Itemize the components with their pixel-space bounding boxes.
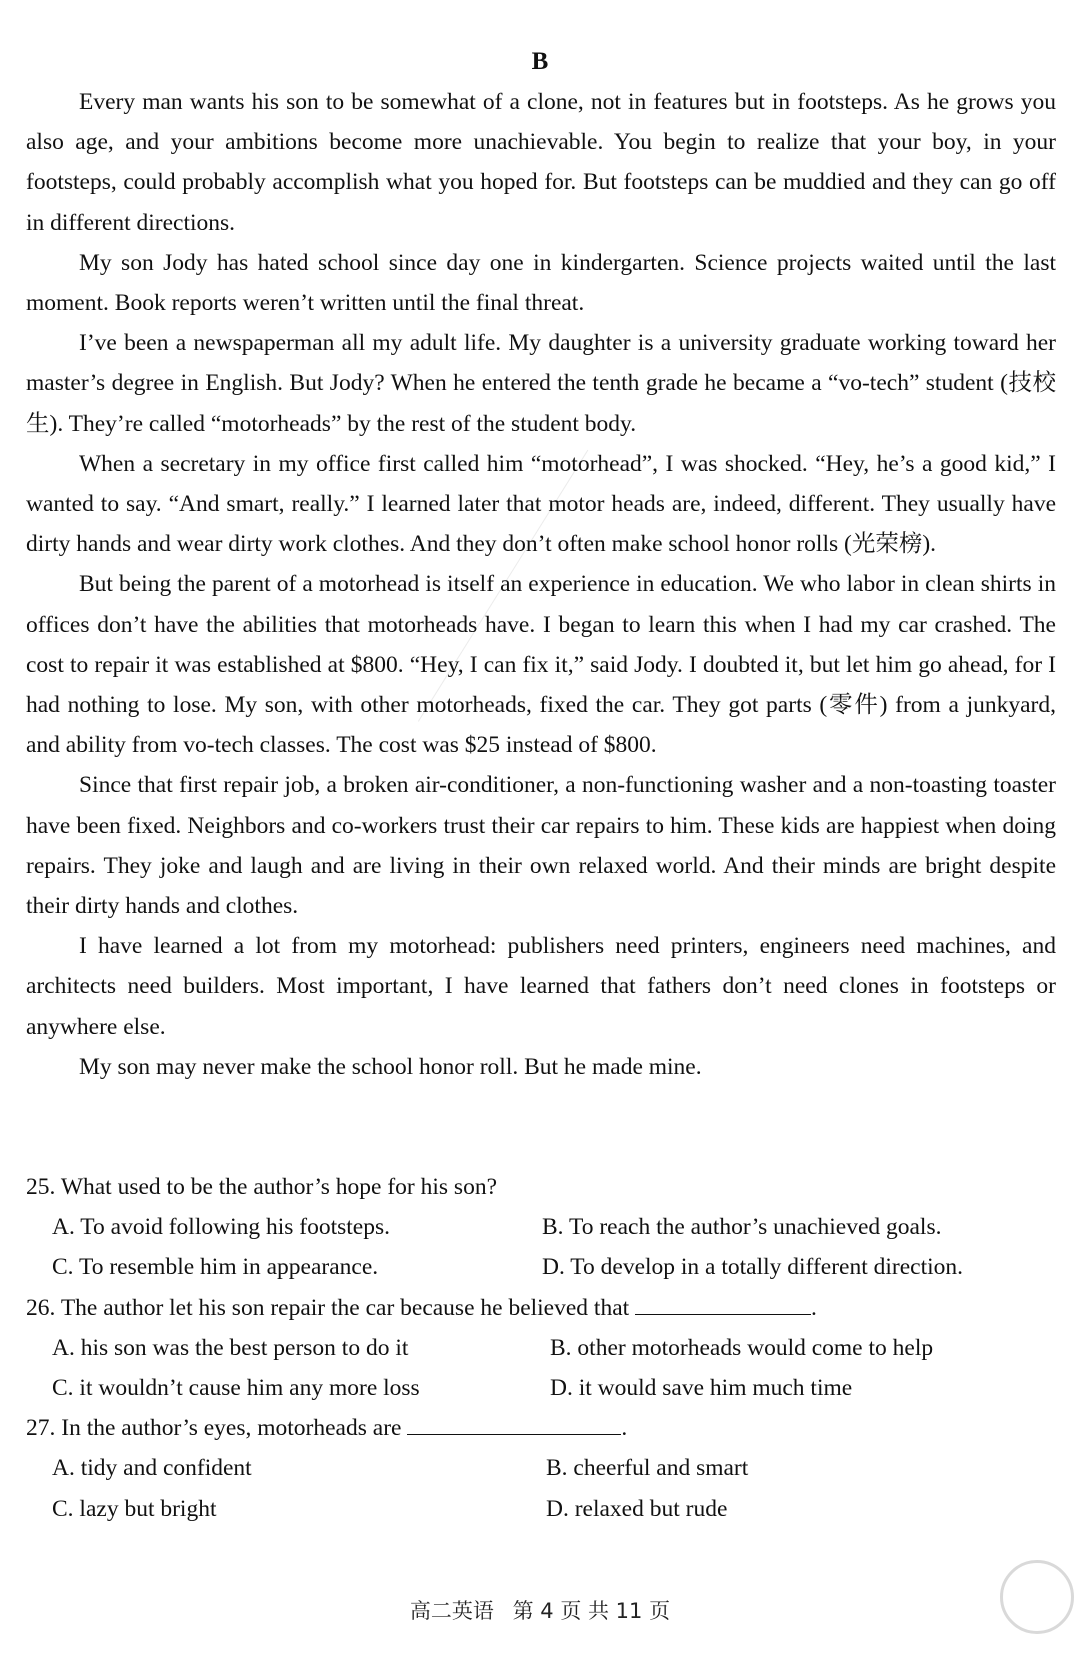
paragraph-4: When a secretary in my office first called him “motorhead”, I was shocked. “Hey, he’s a good kid,” I wanted to say. “And smart, really.” I learned later that motor heads are, indeed, different. They usually have dirty hands and wear dirty work clothes. And they don’t often make school honor rolls (光荣榜). <box>26 450 1056 558</box>
question-27-option-b: B. cheerful and smart <box>546 1455 749 1482</box>
paragraph-1: Every man wants his son to be somewhat of a clone, not in features but in footsteps. As he grows you also age, and your ambitions become more unachievable. You begin to realize that your boy, in your footsteps, could probably accomplish what you hoped for. But footsteps can be muddied and they can go off in different directions. <box>26 89 1056 236</box>
question-27-option-a: A. tidy and confident <box>52 1455 252 1482</box>
question-25-stem: 25. What used to be the author’s hope for his son? <box>26 1174 497 1200</box>
question-26-stem-line <box>26 1288 1066 1328</box>
question-26-stem: 26. The author let his son repair the car because he believed that <box>26 1294 630 1321</box>
question-25-option-d: D. To develop in a totally different direction. <box>542 1254 964 1281</box>
question-list <box>26 1167 1066 1529</box>
question-27-options-row-2 <box>26 1489 1066 1529</box>
question-26-option-a: A. his son was the best person to do it <box>52 1334 409 1361</box>
question-26-blank <box>635 1292 811 1315</box>
page-footer <box>0 1595 1080 1625</box>
question-27-period: . <box>621 1415 628 1442</box>
question-27-options-row-1 <box>26 1448 1066 1488</box>
question-27-stem-line <box>26 1408 1066 1448</box>
question-25-option-a: A. To avoid following his footsteps. <box>52 1214 391 1241</box>
watermark-logo-icon <box>1000 1560 1074 1634</box>
question-25-option-c: C. To resemble him in appearance. <box>52 1254 379 1281</box>
paragraph-7: I have learned a lot from my motorhead: publishers need printers, engineers need machines, and architects need builders. Most important, I have learned that fathers don’t need clones in footsteps or anywhere else. <box>26 933 1056 1040</box>
footer-page-number: 第 4 页 共 11 页 <box>512 1599 671 1623</box>
question-27-option-c: C. lazy but bright <box>52 1495 217 1522</box>
paragraph-2: My son Jody has hated school since day one in kindergarten. Science projects waited until the last moment. Book reports weren’t written until the final threat. <box>26 249 1056 317</box>
question-25-option-b: B. To reach the author’s unachieved goals. <box>542 1214 942 1241</box>
question-27-stem: 27. In the author’s eyes, motorheads are <box>26 1415 402 1442</box>
question-26-option-c: C. it wouldn’t cause him any more loss <box>52 1375 420 1402</box>
paragraph-3: I’ve been a newspaperman all my adult life. My daughter is a university graduate working toward her master’s degree in English. But Jody? When he entered the tenth grade he became a “vo-tech” student (技校生). They’re called “motorheads” by the rest of the student body. <box>26 330 1056 437</box>
paragraph-5: But being the parent of a motorhead is itself an experience in education. We who labor in clean shirts in offices don’t have the abilities that motorheads have. I began to learn this when I had my car crashed. The cost to repair it was established at $800. “Hey, I can fix it,” said Jody. I doubted it, but let him go ahead, for I had nothing to lose. My son, with other motorheads, fixed the car. They got parts (零件) from a junkyard, and ability from vo-tech classes. The cost was $25 instead of $800. <box>26 571 1056 759</box>
paragraph-6: Since that first repair job, a broken air-conditioner, a non-functioning washer and a non-toasting toaster have been fixed. Neighbors and co-workers trust their car repairs to him. These kids are happiest when doing repairs. They joke and laugh and are living in their own relaxed world. And their minds are bright despite their dirty hands and clothes. <box>26 772 1056 920</box>
question-26-option-b: B. other motorheads would come to help <box>550 1334 934 1361</box>
question-25-options-row-2 <box>26 1247 1066 1287</box>
question-26-options-row-2 <box>26 1368 1066 1408</box>
question-26-options-row-1 <box>26 1328 1066 1368</box>
footer-subject: 高二英语 <box>409 1599 494 1623</box>
question-27-blank <box>407 1412 621 1435</box>
reading-passage <box>26 82 1056 1087</box>
question-26-option-d: D. it would save him much time <box>550 1375 853 1402</box>
section-title: B <box>531 48 549 75</box>
question-26-period: . <box>811 1294 817 1321</box>
question-25-options-row-1 <box>26 1207 1066 1247</box>
paragraph-8: My son may never make the school honor roll. But he made mine. <box>79 1053 702 1080</box>
question-27-option-d: D. relaxed but rude <box>546 1495 728 1522</box>
